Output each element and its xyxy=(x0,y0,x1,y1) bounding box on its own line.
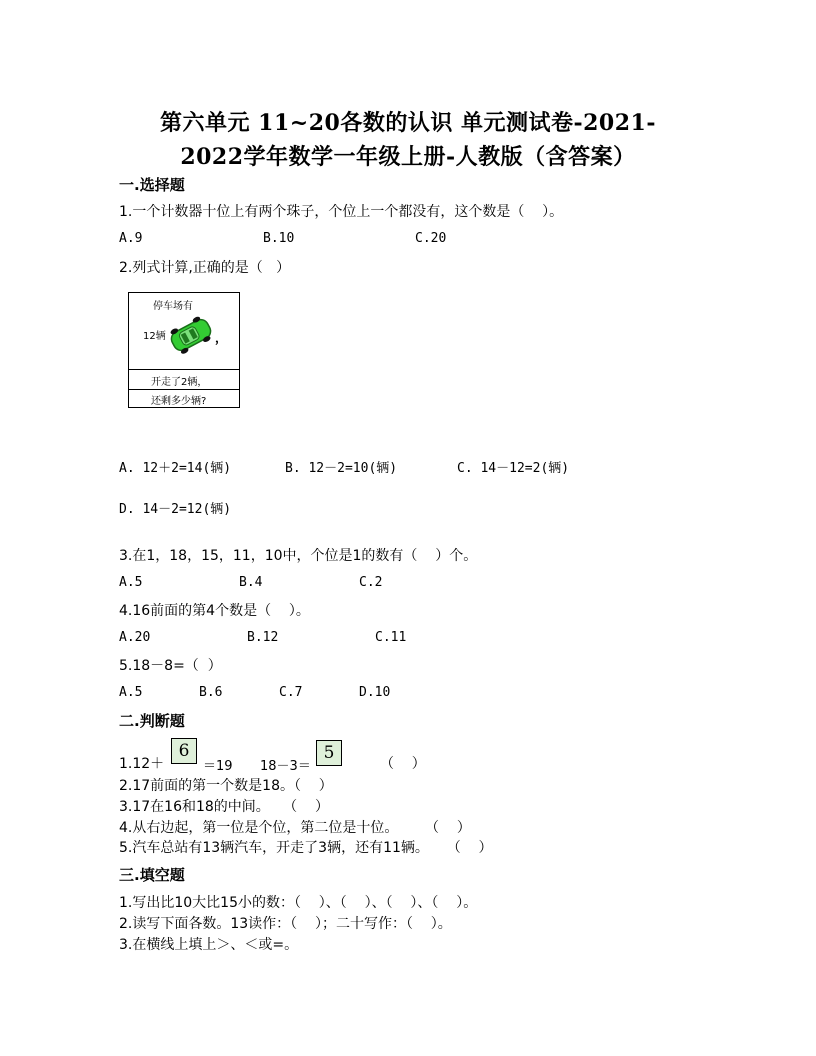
picture-middle-cell xyxy=(129,369,239,390)
judge-5-text: 5.汽车总站有13辆汽车，开走了3辆，还有11辆。 （ ） xyxy=(119,840,493,856)
judge-1-equals-19: ＝19 xyxy=(203,759,233,774)
q3-option-c: C.2 xyxy=(359,575,383,590)
q5-option-c: C.7 xyxy=(279,685,303,700)
section-heading-choice: 一.选择题 xyxy=(119,176,185,194)
picture-text-parking: 停车场有 xyxy=(153,301,193,312)
picture-text-remaining: 还剩多少辆? xyxy=(151,396,207,407)
question-3-text: 3.在1，18，15，11，10中，个位是1的数有（ ）个。 xyxy=(119,548,478,564)
q1-option-c: C.20 xyxy=(415,231,447,246)
judge-1-box-6: 6 xyxy=(171,738,197,764)
judge-1-expression-2: 18－3＝ xyxy=(260,759,311,774)
q1-option-b: B.10 xyxy=(263,231,295,246)
q4-option-a: A.20 xyxy=(119,630,151,645)
picture-text-count: 12辆 xyxy=(143,331,166,342)
question-5-text: 5.18－8=（ ） xyxy=(119,658,222,674)
q2-option-d: D. 14－2=12(辆) xyxy=(119,502,232,517)
page-title-line2: 2022学年数学一年级上册-人教版（含答案） xyxy=(180,144,636,170)
q3-option-b: B.4 xyxy=(239,575,263,590)
picture-top-cell xyxy=(129,293,239,370)
q5-option-a: A.5 xyxy=(119,685,143,700)
fill-3-text: 3.在横线上填上＞、＜或=。 xyxy=(119,937,299,953)
q3-option-a: A.5 xyxy=(119,575,143,590)
q2-option-c: C. 14－12=2(辆) xyxy=(457,461,570,476)
question-1-text: 1.一个计数器十位上有两个珠子，个位上一个都没有，这个数是（ ）。 xyxy=(119,204,564,220)
fill-1-text: 1.写出比10大比15小的数：（ ）、（ ）、（ ）、（ ）。 xyxy=(119,895,478,911)
q4-option-b: B.12 xyxy=(247,630,279,645)
judge-3-text: 3.17在16和18的中间。 （ ） xyxy=(119,799,329,815)
picture-text-comma: ， xyxy=(215,331,228,345)
parking-lot-picture xyxy=(128,292,240,408)
question-2-text: 2.列式计算,正确的是（ ） xyxy=(119,260,291,276)
section-heading-fill-in: 三.填空题 xyxy=(119,866,185,884)
q5-option-d: D.10 xyxy=(359,685,391,700)
green-car-icon xyxy=(167,313,215,357)
picture-text-drove-away: 开走了2辆， xyxy=(151,377,208,388)
judge-4-text: 4.从右边起，第一位是个位，第二位是十位。 （ ） xyxy=(119,820,471,836)
judge-1-prefix: 1.12＋ xyxy=(119,756,165,772)
q5-option-b: B.6 xyxy=(199,685,223,700)
fill-2-text: 2.读写下面各数。13读作：（ ）；二十写作：（ ）。 xyxy=(119,916,452,932)
section-heading-true-false: 二.判断题 xyxy=(119,712,185,730)
q2-option-b: B. 12－2=10(辆) xyxy=(285,461,398,476)
picture-bottom-cell xyxy=(129,389,239,408)
judge-2-text: 2.17前面的第一个数是18。（ ） xyxy=(119,778,333,794)
q2-option-a: A. 12＋2=14(辆) xyxy=(119,461,232,476)
q1-option-a: A.9 xyxy=(119,231,143,246)
judge-1-box-5: 5 xyxy=(316,740,342,766)
q4-option-c: C.11 xyxy=(375,630,407,645)
judge-1-answer-paren: （ ） xyxy=(380,756,426,772)
question-4-text: 4.16前面的第4个数是（ ）。 xyxy=(119,603,310,619)
page-title-line1: 第六单元 11~20各数的认识 单元测试卷-2021- xyxy=(160,110,656,136)
